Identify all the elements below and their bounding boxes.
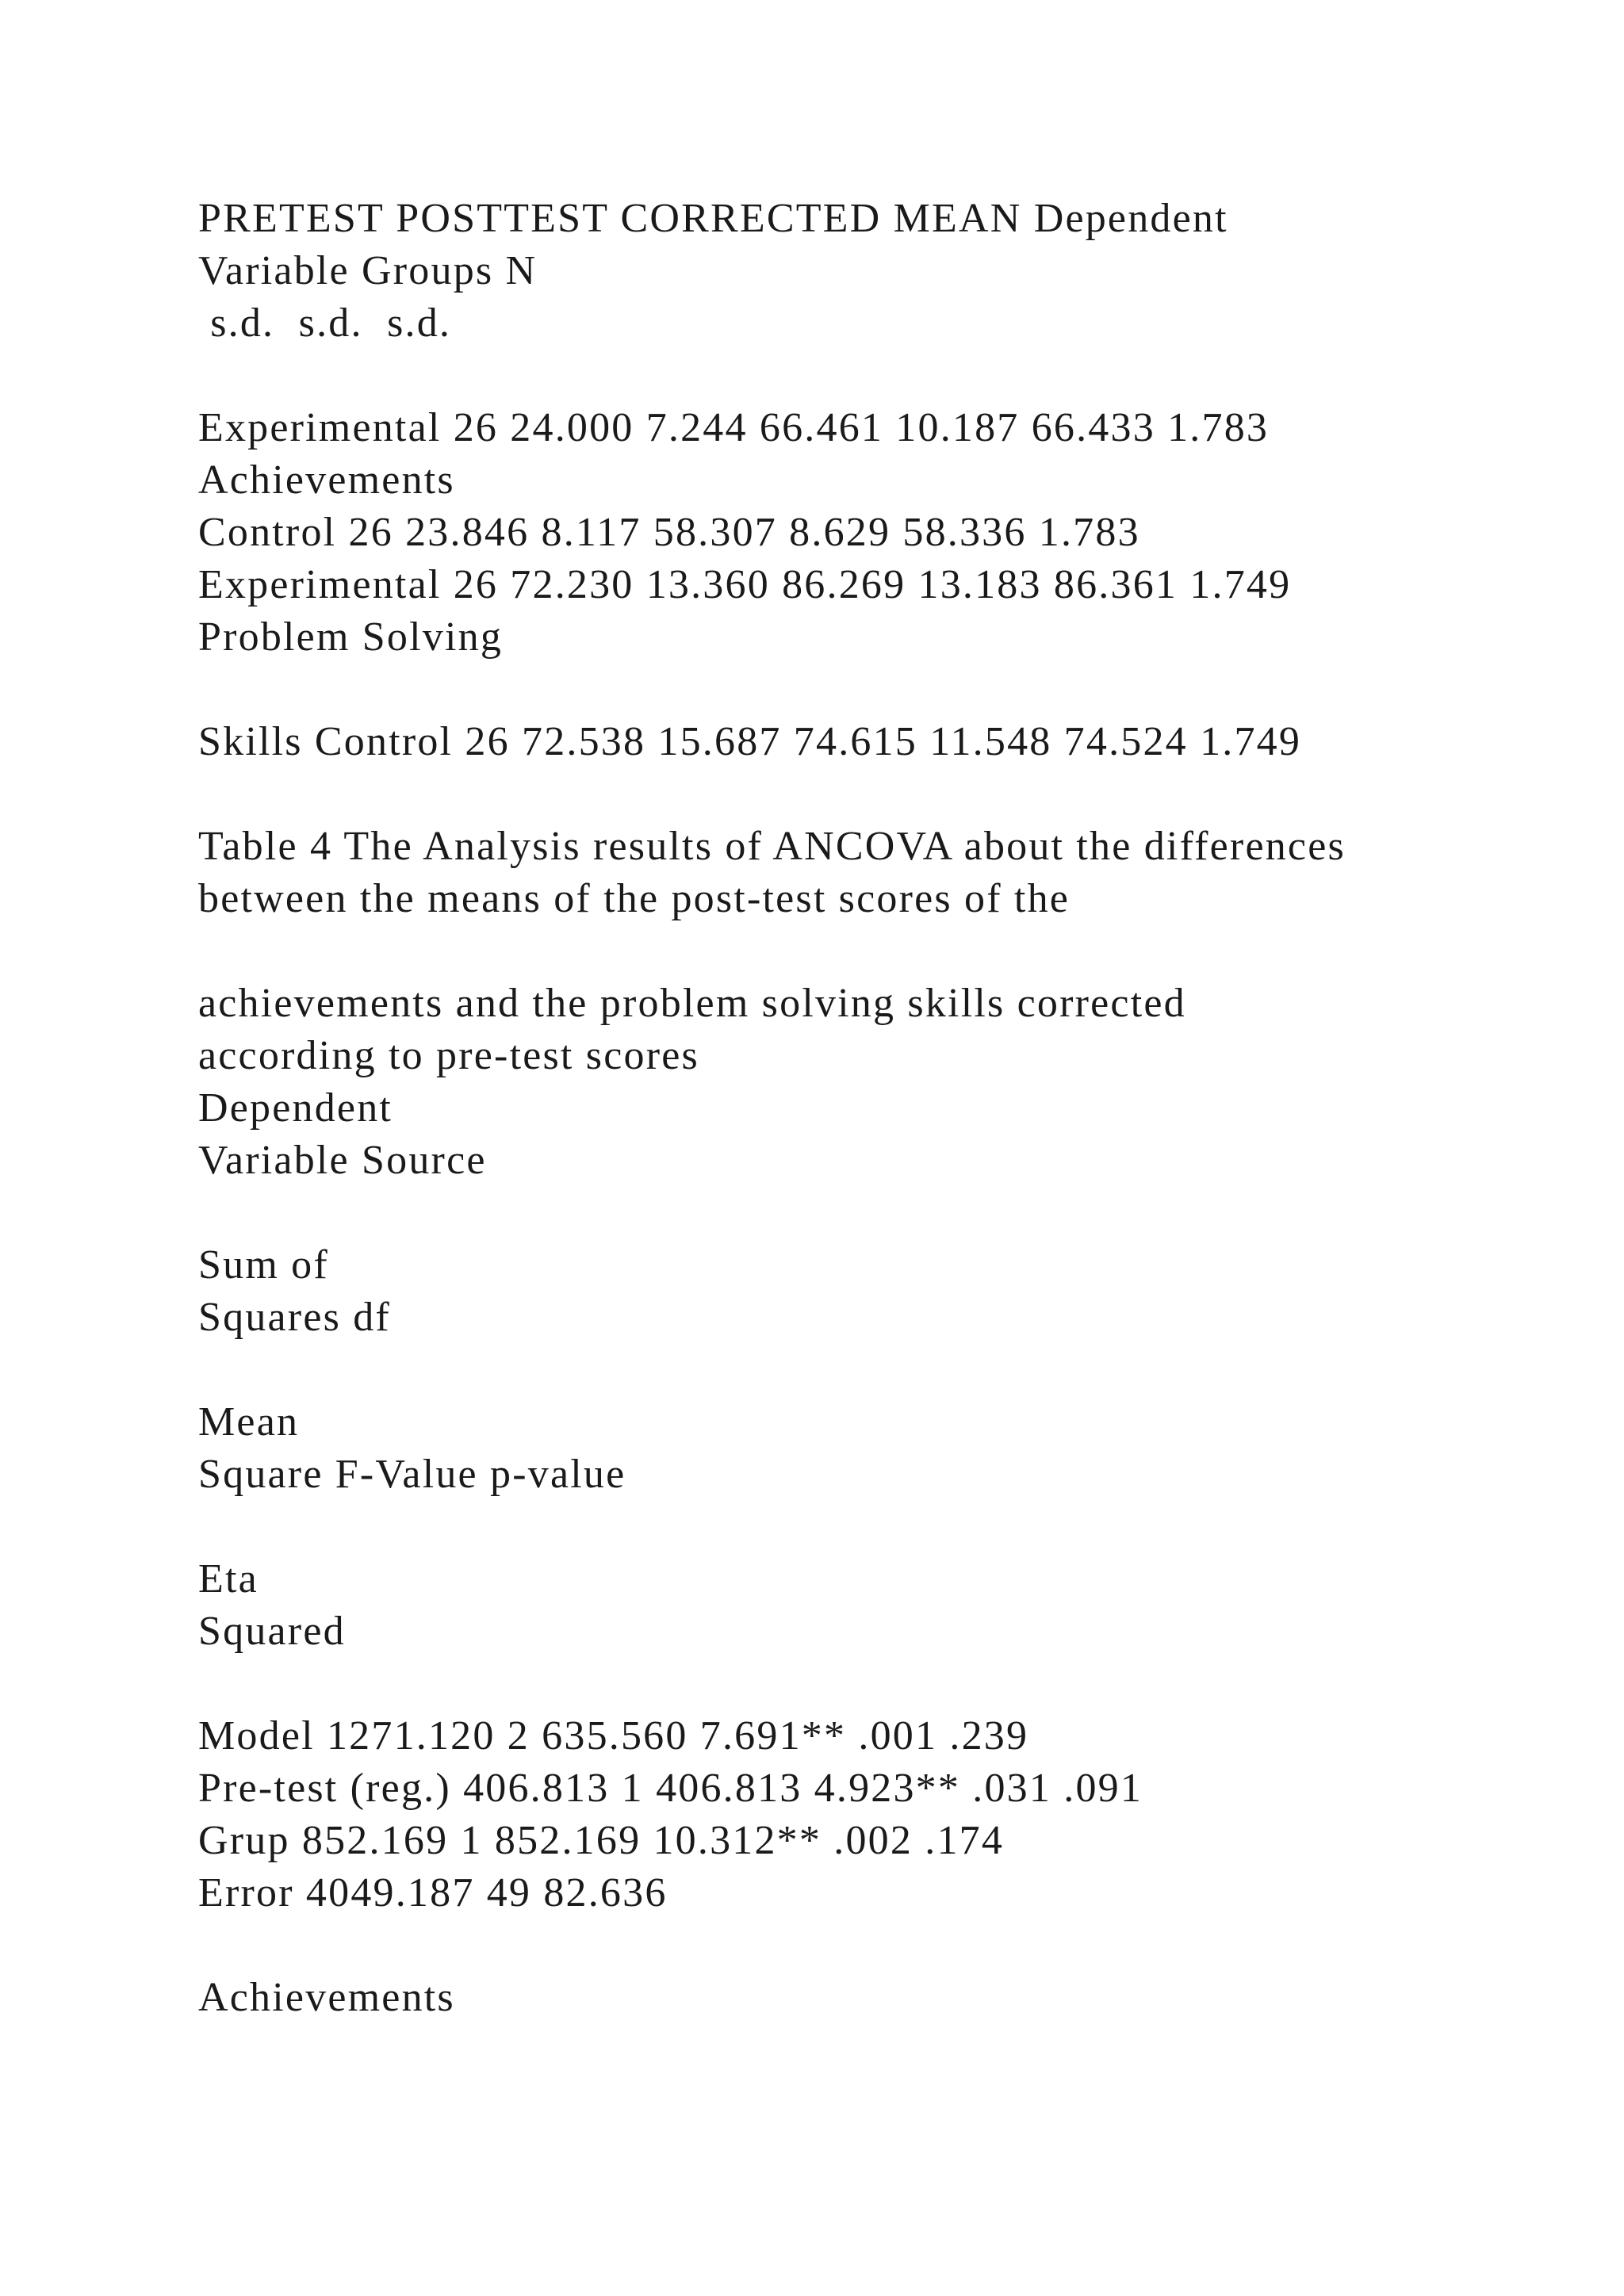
blank-line (198, 1501, 1546, 1553)
blank-line (198, 1187, 1546, 1239)
table-row-control-skills: Skills Control 26 72.538 15.687 74.615 11.548 74.524 1.749 (198, 719, 1302, 764)
table-caption-line-3: achievements and the problem solving skills corrected (198, 981, 1186, 1026)
section-label-achievements: Achievements (198, 1975, 455, 2020)
column-header-dependent: Dependent (198, 1085, 393, 1131)
blank-line (198, 1919, 1546, 1972)
table-caption-line-2: between the means of the post-test scores of the (198, 876, 1071, 921)
blank-line (198, 1344, 1546, 1396)
table-header-line-1: PRETEST POSTTEST CORRECTED MEAN Dependent (198, 196, 1228, 241)
document-text (198, 193, 1546, 2024)
table-row-grup: Grup 852.169 1 852.169 10.312** .002 .174 (198, 1818, 1005, 1863)
table-caption-line-4: according to pre-test scores (198, 1033, 699, 1078)
table-caption-line-1: Table 4 The Analysis results of ANCOVA about the differences (198, 824, 1346, 869)
column-header-eta: Eta (198, 1556, 259, 1601)
table-row-error: Error 4049.187 49 82.636 (198, 1870, 668, 1915)
table-header-line-2: Variable Groups N (198, 248, 538, 293)
table-row-control-achievements: Control 26 23.846 8.117 58.307 8.629 58.336 1.783 (198, 510, 1140, 555)
blank-line (198, 1658, 1546, 1710)
blank-line (198, 925, 1546, 978)
row-label-problem-solving: Problem Solving (198, 614, 504, 660)
table-row-experimental-problem-solving: Experimental 26 72.230 13.360 86.269 13.183 86.361 1.749 (198, 562, 1292, 607)
table-row-experimental-achievements: Experimental 26 24.000 7.244 66.461 10.187 66.433 1.783 (198, 405, 1270, 450)
table-header-line-3: s.d. s.d. s.d. (198, 300, 452, 346)
column-header-sum-of: Sum of (198, 1242, 329, 1288)
blank-line (198, 768, 1546, 821)
column-header-mean: Mean (198, 1399, 300, 1445)
column-header-squared: Squared (198, 1609, 346, 1654)
blank-line (198, 664, 1546, 716)
column-header-variable-source: Variable Source (198, 1138, 487, 1183)
column-header-square-f-p: Square F-Value p-value (198, 1452, 626, 1497)
blank-line (198, 350, 1546, 402)
table-row-pretest: Pre-test (reg.) 406.813 1 406.813 4.923** .031 .091 (198, 1766, 1143, 1811)
column-header-squares-df: Squares df (198, 1295, 391, 1340)
table-row-model: Model 1271.120 2 635.560 7.691** .001 .239 (198, 1713, 1029, 1758)
row-label-achievements: Achievements (198, 457, 455, 503)
